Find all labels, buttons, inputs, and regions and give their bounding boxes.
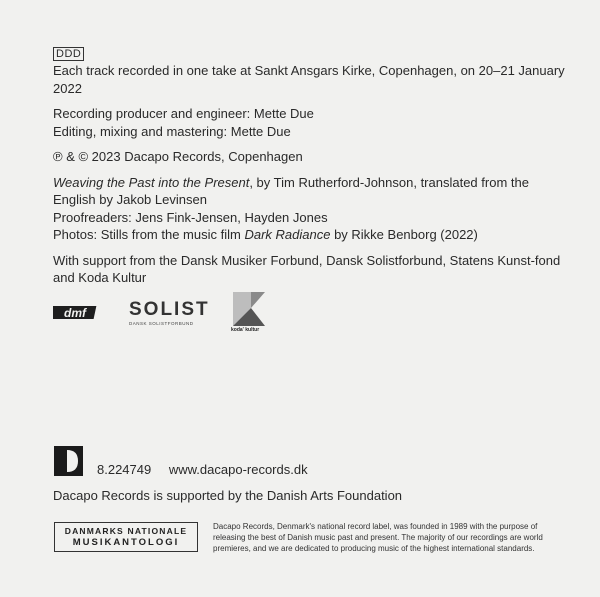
- recording-location: Each track recorded in one take at Sankt Ansgars Kirke, Copenhagen, on 20–21 January 2022: [53, 63, 565, 96]
- essay-title: Weaving the Past into the Present: [53, 174, 250, 190]
- dnm-logo-line2: MUSIKANTOLOGI: [72, 537, 180, 548]
- website-link[interactable]: www.dacapo-records.dk: [168, 462, 308, 477]
- dnm-logo: [54, 522, 198, 552]
- photos-credit: [53, 226, 573, 244]
- essay-credit-rest: , by Tim Rutherford-Johnson, translated from the English by Jakob Levinsen: [53, 174, 529, 207]
- dmf-logo: [53, 303, 97, 323]
- solist-logo-subtitle: DANSK SOLISTFORBUND: [129, 321, 194, 326]
- koda-kultur-logo-text: koda' kultur: [231, 327, 260, 333]
- catalog-line: [97, 462, 308, 477]
- catalog-number: 8.224749: [97, 462, 152, 477]
- koda-kultur-logo: [231, 292, 267, 332]
- copyright-line: ℗ & © 2023 Dacapo Records, Copenhagen: [53, 149, 303, 164]
- solist-logo: [129, 299, 210, 330]
- arts-foundation-line: Dacapo Records is supported by the Danish Arts Foundation: [53, 488, 403, 503]
- proofreaders-credit: Proofreaders: Jens Fink-Jensen, Hayden Jones: [53, 209, 328, 225]
- dacapo-logo: [54, 446, 83, 476]
- essay-credit: [53, 174, 573, 209]
- credits-block: [53, 44, 573, 287]
- recording-producer: Recording producer and engineer: Mette Due: [53, 106, 314, 121]
- film-title: Dark Radiance: [244, 227, 331, 242]
- photos-suffix: by Rikke Benborg (2022): [330, 227, 478, 242]
- solist-logo-word: SOLIST: [129, 299, 210, 320]
- editing-credit: Editing, mixing and mastering: Mette Due: [53, 123, 291, 139]
- ddd-badge: DDD: [53, 47, 84, 61]
- dmf-logo-text: dmf: [64, 306, 86, 320]
- support-credit: With support from the Dansk Musiker Forbund, Dansk Solistforbund, Statens Kunst-fond and Koda Kultur: [53, 252, 561, 285]
- sponsor-logos: [53, 292, 293, 342]
- dnm-logo-line1: DANMARKS NATIONALE: [64, 526, 188, 536]
- photos-prefix: Photos: Stills from the music film: [53, 227, 245, 242]
- dnm-description: Dacapo Records, Denmark's national record label, was founded in 1989 with the purpose of releasing the best of Danish music past and present. The majority of our recordings are world premieres, and we are dedicated to producing music of the highest international standards.: [213, 522, 543, 553]
